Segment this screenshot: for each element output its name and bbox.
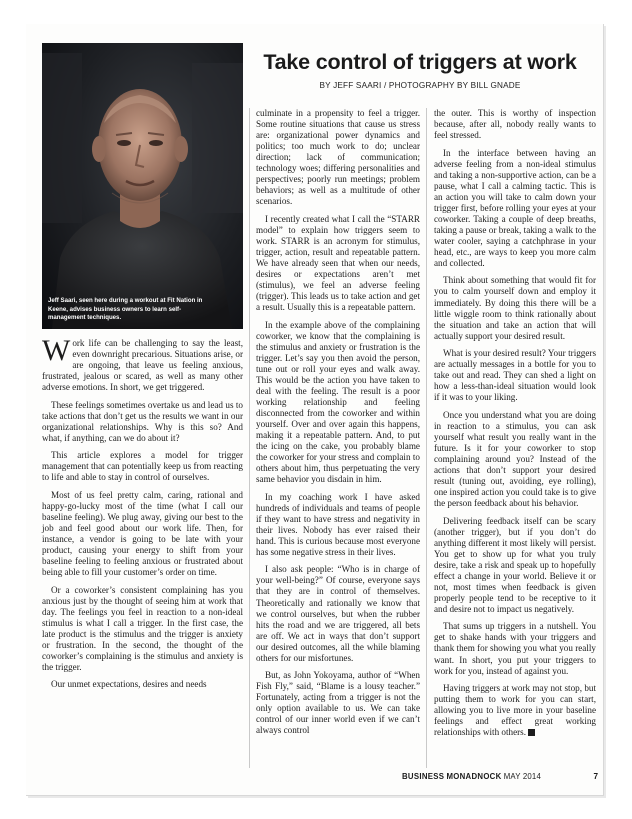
- paragraph: In the interface between having an adverse feeling from a non-ideal stimulus and taking a non-supportive action, can be a pause, what I call a calming tactic. This is an action you will take to calm down your trigger first, before rolling your eyes at your coworker. Taking a couple of deep breaths, taking a pause or break, taking a walk to the water cooler, saying a catchphrase in your head, etc., are ways to keep you more calm and collected.: [434, 147, 596, 268]
- paragraph: In the example above of the complaining coworker, we know that the complaining is the stimulus and anxiety or frustration is the trigger. Let’s say you then avoid the person, tune out or roll your eyes and walk away. This would be the action you have taken to deal with the feeling. The result is a poor working relationship and feeling disconnected from the coworker and within yourself. Over and over again this happens, making it a repeatable pattern. And, to put the icing on the cake, you probably blame the coworker for your stress and complain to others about him, thus perpetuating the very same behavior you disdain in him.: [256, 319, 420, 485]
- page-number: 7: [593, 772, 598, 781]
- paragraph: I also ask people: “Who is in charge of your well-being?” Of course, everyone says that they are in control of themselves. Theoretically and rationally we know that we control ourselves, but when the rubber hits the road and we are triggered, all bets are off. We act in ways that don’t support our desired outcomes, all the while blaming others for our misfortunes.: [256, 564, 420, 663]
- paragraph: This article explores a model for trigger management that can potentially keep us from reacting to life and able to stay in control of ourselves.: [42, 450, 243, 483]
- magazine-page: [26, 24, 604, 796]
- magazine-name-part1: BUSINESS: [402, 772, 445, 781]
- paragraph: What is your desired result? Your triggers are actually messages in a bottle for you to take out and read. They can shed a light on how a less-than-ideal situation would look if it was to your liking.: [434, 348, 596, 403]
- man-portrait-illustration: [42, 43, 243, 329]
- text-column-1: [42, 334, 243, 697]
- paragraph: Or a coworker’s consistent complaining has you anxious just by the thought of seeing him at work that day. The feelings you feel in reaction to a non-ideal stimulus is what I call a trigger. In the first case, the late product is the stimulus and the trigger is anxiety or frustration. In the second, the thought of the coworker’s complaining is the stimulus and anxiety is the trigger.: [42, 584, 243, 672]
- text-column-3: [434, 108, 596, 745]
- paragraph: culminate in a propensity to feel a trigger. Some routine situations that cause us stress are: organizational power dynamics and politics; too much work to do; unclear direction; lack of communication; technology woes; differing personalities and perspectives; poorly run meetings; problem behaviors; as well as a multitude of other scenarios.: [256, 108, 420, 207]
- paragraph: In my coaching work I have asked hundreds of individuals and teams of people if they want to have stress and negativity in their lives. Nobody has ever raised their hand. This is curious because most everyone has some negative stress in their lives.: [256, 491, 420, 557]
- paragraph: Work life can be challenging to say the least, even downright precarious. Situations arise, or are ongoing, that leave us feeling anxious, frustrated, jealous or scared, as well as many other adverse emotions. In short, we get triggered.: [42, 334, 243, 393]
- paragraph: Think about something that would fit for you to calm yourself down and employ it immediately. By doing this there will be a little wiggle room to think rationally about the situation and take an action that will actually support your desired result.: [434, 275, 596, 341]
- paragraph: These feelings sometimes overtake us and lead us to take actions that don’t get us the results we want in our organizational relationships. Why is this so? And what, if anything, can we do about it?: [42, 399, 243, 443]
- magazine-name-part2: MONADNOCK: [446, 772, 502, 781]
- author-photo: [42, 43, 243, 329]
- paragraph: the outer. This is worthy of inspection because, after all, nobody really wants to feel stressed.: [434, 108, 596, 141]
- paragraph: That sums up triggers in a nutshell. You get to shake hands with your triggers and thank them for showing you what you really want. In short, you put your triggers to work for you, instead of against you.: [434, 621, 596, 676]
- article-title: Take control of triggers at work: [263, 50, 577, 74]
- paragraph: But, as John Yokoyama, author of “When Fish Fly,” said, “Blame is a lousy teacher.” Fortunately, acting from a trigger is not the only option available to us. We can take control of our inner world even if we can’t always control: [256, 670, 420, 736]
- photo-caption: Jeff Saari, seen here during a workout at Fit Nation in Keene, advises business owners to learn self-management techniques.: [48, 297, 203, 321]
- paragraph: Our unmet expectations, desires and needs: [51, 679, 207, 690]
- column-divider: [426, 108, 427, 768]
- end-of-article-mark: [528, 729, 535, 736]
- article-byline: BY JEFF SAARI / PHOTOGRAPHY BY BILL GNADE: [319, 81, 521, 90]
- paragraph: I recently created what I call the “STARR model” to explain how triggers seem to work. STARR is an acronym for stimulus, trigger, action, result and repeatable pattern. We have already seen that when our needs, desires or expectations aren’t met (stimulus), we feel an adverse feeling (trigger). This leads us to take action and get a result. Usually this is a repeatable pattern.: [256, 213, 420, 313]
- drop-cap: W: [42, 334, 71, 367]
- paragraph: Once you understand what you are doing in reaction to a stimulus, you can ask yourself what result you really want in the future. Is it for your coworker to stop complaining around you? Instead of the actions that don’t support your desired result (tuning out, avoiding, eye rolling), one inspired action you could take is to give the person feedback about his behavior.: [434, 409, 596, 509]
- paragraph: Delivering feedback itself can be scary (another trigger), but if you don’t do anything different it most likely will persist. You get to show up for what you truly desire, take a risk and speak up to hopefully effect a change in your world. Believe it or not, most times when feedback is given properly people tend to be receptive to it and desire not to impact us negatively.: [434, 515, 596, 614]
- paragraph: Most of us feel pretty calm, caring, rational and happy-go-lucky most of the time (what I call our baseline feeling). We plug away, giving our best to the job and feel good about our work life. Then, for instance, a vendor is going to be late with your product, causing your energy to shift from your baseline feeling to feeling anxious or frustrated about being able to fill your customer’s order on time.: [42, 489, 243, 578]
- issue-date: MAY 2014: [503, 772, 542, 781]
- text-column-2: [256, 108, 420, 743]
- page-footer: [402, 772, 598, 781]
- column-divider: [249, 108, 250, 768]
- paragraph: Having triggers at work may not stop, but putting them to work for you can start, allowing you to live more in your baseline feelings and effect great working relationships with others.: [434, 682, 596, 738]
